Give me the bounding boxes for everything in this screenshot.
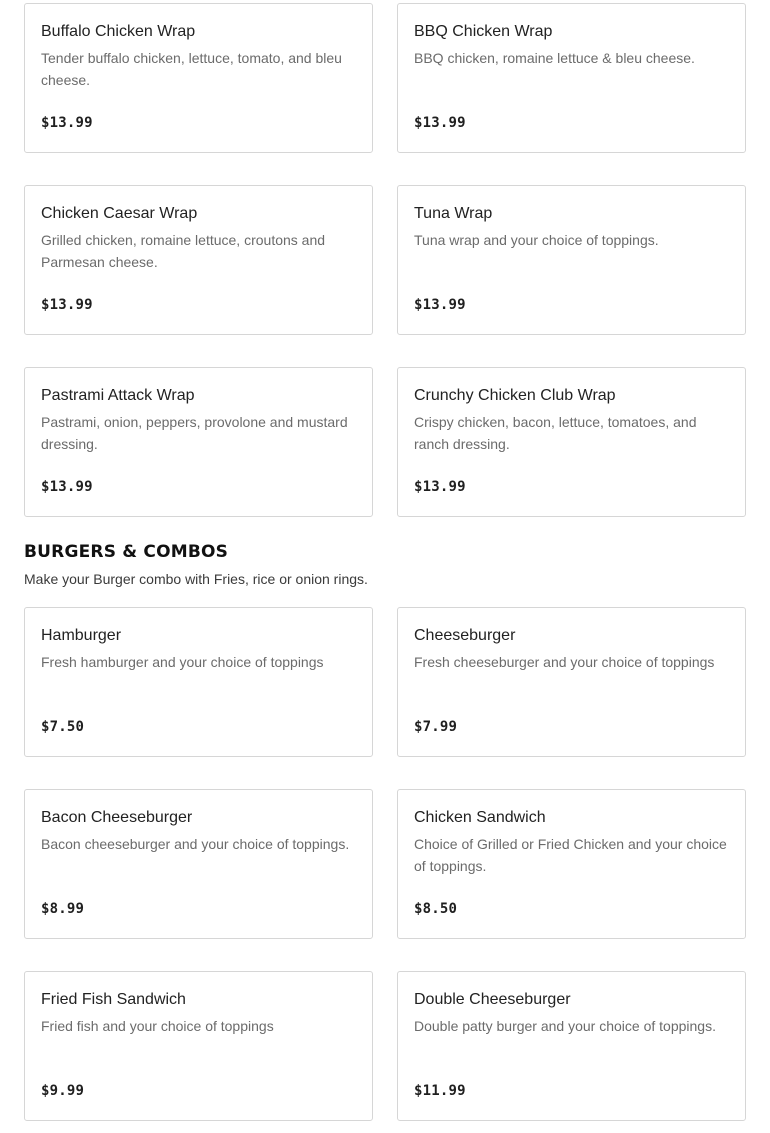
item-description: Choice of Grilled or Fried Chicken and your choice of toppings. [414,836,727,874]
burgers-grid [24,607,746,1121]
menu-item-card[interactable] [397,971,746,1121]
item-price: $13.99 [41,297,93,313]
item-name: Bacon Cheeseburger [41,809,193,826]
menu-item-card[interactable] [24,185,373,335]
menu-item-card[interactable] [397,789,746,939]
item-name: Double Cheeseburger [414,991,571,1008]
item-price: $8.50 [414,901,458,917]
item-description: Tuna wrap and your choice of toppings. [414,232,659,248]
item-price: $13.99 [414,479,466,495]
item-description: Tender buffalo chicken, lettuce, tomato, and bleu cheese. [41,50,342,88]
item-price: $9.99 [41,1083,85,1099]
item-name: Fried Fish Sandwich [41,991,186,1008]
item-price: $13.99 [414,115,466,131]
item-description: Fresh hamburger and your choice of toppings [41,654,324,670]
item-description: BBQ chicken, romaine lettuce & bleu cheese. [414,50,695,66]
item-name: Chicken Caesar Wrap [41,205,198,222]
item-description: Double patty burger and your choice of toppings. [414,1018,716,1034]
menu-item-card[interactable] [24,607,373,757]
item-price: $11.99 [414,1083,466,1099]
item-description: Pastrami, onion, peppers, provolone and mustard dressing. [41,414,348,452]
item-description: Fried fish and your choice of toppings [41,1018,274,1034]
menu-item-card[interactable] [397,185,746,335]
item-name: Cheeseburger [414,627,516,644]
item-name: Crunchy Chicken Club Wrap [414,387,616,404]
item-description: Grilled chicken, romaine lettuce, croutons and Parmesan cheese. [41,232,326,270]
item-name: Pastrami Attack Wrap [41,387,195,404]
item-price: $13.99 [41,479,93,495]
item-name: Hamburger [41,627,122,644]
menu-item-card[interactable] [397,607,746,757]
section-title: BURGERS & COMBOS [24,542,229,562]
menu-item-card[interactable] [397,367,746,517]
item-price: $7.50 [41,719,85,735]
section-subtitle: Make your Burger combo with Fries, rice or onion rings. [24,571,368,587]
item-price: $8.99 [41,901,85,917]
item-description: Crispy chicken, bacon, lettuce, tomatoes, and ranch dressing. [414,414,697,452]
section-header-burgers [24,541,368,588]
wraps-grid [24,3,746,517]
item-name: Tuna Wrap [414,205,493,222]
menu-item-card[interactable] [24,971,373,1121]
item-description: Fresh cheeseburger and your choice of toppings [414,654,715,670]
item-name: Chicken Sandwich [414,809,546,826]
menu-item-card[interactable] [24,3,373,153]
item-name: Buffalo Chicken Wrap [41,23,196,40]
item-price: $13.99 [41,115,93,131]
menu-item-card[interactable] [24,789,373,939]
item-name: BBQ Chicken Wrap [414,23,553,40]
menu-item-card[interactable] [24,367,373,517]
item-price: $13.99 [414,297,466,313]
item-description: Bacon cheeseburger and your choice of toppings. [41,836,350,852]
menu-item-card[interactable] [397,3,746,153]
item-price: $7.99 [414,719,458,735]
